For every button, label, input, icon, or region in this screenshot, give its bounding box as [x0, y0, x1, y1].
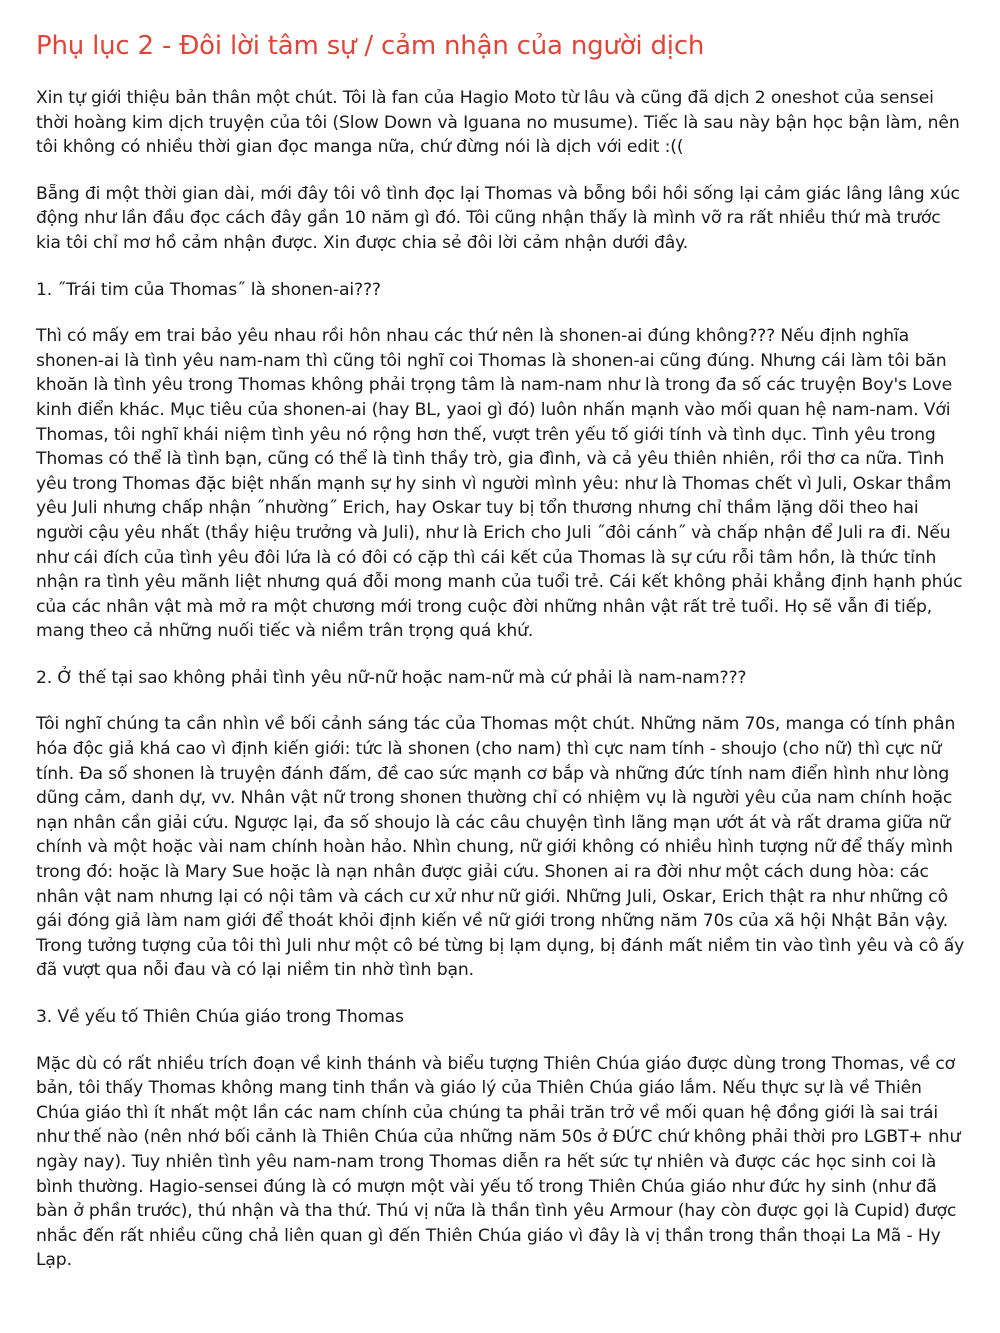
section-heading-1: 1. ˝Trái tim của Thomas˝ là shonen-ai???: [36, 279, 381, 300]
paragraph-section-1: Thì có mấy em trai bảo yêu nhau rồi hôn nhau các thứ nên là shonen-ai đúng không??? Nếu định nghĩa shonen-ai là tình yêu nam-nam thì cũng tôi nghĩ coi Thomas là shonen-ai cũng đúng. Nhưng cái làm tôi băn khoăn là tình yêu trong Thomas không phải trọng tâm là nam-nam như là trong đa số các truyện Boy's Love kinh điển khác. Mục tiêu của shonen-ai (hay BL, yaoi gì đó) luôn nhấn mạnh vào mối quan hệ nam-nam. Với Thomas, tôi nghĩ khái niệm tình yêu nó rộng hơn thế, vượt trên yếu tố giới tính và tình dục. Tình yêu trong Thomas có thể là tình bạn, cũng có thể là tình thầy trò, gia đình, và cả yêu thiên nhiên, rồi thơ ca nữa. Tình yêu trong Thomas đặc biệt nhấn mạnh sự hy sinh vì người mình yêu: như là Thomas chết vì Juli, Oskar thầm yêu Juli nhưng chấp nhận ˝nhường˝ Erich, hay Oskar tuy bị tổn thương nhưng chỉ thầm lặng dõi theo hai người cậu yêu nhất (thầy hiệu trưởng và Juli), như là Erich cho Juli ˝đôi cánh˝ và chấp nhận để Juli ra đi. Nếu như cái đích của tình yêu đôi lứa là có đôi có cặp thì cái kết của Thomas là sự cứu rỗi tâm hồn, là thức tỉnh nhận ra tình yêu mãnh liệt nhưng quá đỗi mong manh của tuổi trẻ. Cái kết không phải khẳng định hạnh phúc của các nhân vật mà mở ra một chương mới trong cuộc đời những nhân vật rất trẻ tuổi. Họ sẽ vẫn đi tiếp, mang theo cả những nuối tiếc và niềm trân trọng quá khứ.: [36, 326, 963, 642]
paragraph-rereading: Bẵng đi một thời gian dài, mới đây tôi vô tình đọc lại Thomas và bỗng bồi hồi sống lại cảm giác lâng lâng xúc động như lần đầu đọc cách đây gần 10 năm gì đó. Tôi cũng nhận thấy là mình vỡ ra rất nhiều thứ mà trước kia tôi chỉ mơ hồ cảm nhận được. Xin được chia sẻ đôi lời cảm nhận dưới đây.: [36, 183, 960, 253]
section-heading-3: 3. Về yếu tố Thiên Chúa giáo trong Thomas: [36, 1007, 404, 1027]
paragraph-intro: Xin tự giới thiệu bản thân một chút. Tôi là fan của Hagio Moto từ lâu và cũng đã dịch 2 oneshot của sensei thời hoàng kim dịch truyện của tôi (Slow Down và Iguana no musume). Tiếc là sau này bận học bận làm, nên tôi không có nhiều thời gian đọc manga nữa, chứ đừng nói là dịch với edit :((: [36, 88, 960, 158]
page-title: Phụ lục 2 - Đôi lời tâm sự / cảm nhận của người dịch: [36, 31, 705, 61]
section-heading-2: 2. Ở thế tại sao không phải tình yêu nữ-nữ hoặc nam-nữ mà cứ phải là nam-nam???: [36, 667, 747, 688]
paragraph-section-3: Mặc dù có rất nhiều trích đoạn về kinh thánh và biểu tượng Thiên Chúa giáo được dùng trong Thomas, về cơ bản, tôi thấy Thomas không mang tinh thần và giáo lý của Thiên Chúa giáo lắm. Nếu thực sự là về Thiên Chúa giáo thì ít nhất một lần các nam chính của chúng ta phải trăn trở về mối quan hệ đồng giới là sai trái như thế nào (nên nhớ bối cảnh là Thiên Chúa của những năm 50s ở ĐỨC chứ không phải thời pro LGBT+ như ngày nay). Tuy nhiên tình yêu nam-nam trong Thomas diễn ra hết sức tự nhiên và được các học sinh coi là bình thường. Hagio-sensei đúng là có mượn một vài yếu tố trong Thiên Chúa giáo như đức hy sinh (như đã bàn ở phần trước), thú nhận và tha thứ. Thú vị nữa là thần tình yêu Armour (hay còn được gọi là Cupid) được nhắc đến rất nhiều cũng chả liên quan gì đến Thiên Chúa giáo vì đây là vị thần trong thần thoại La Mã - Hy Lạp.: [36, 1053, 961, 1271]
paragraph-section-2: Tôi nghĩ chúng ta cần nhìn về bối cảnh sáng tác của Thomas một chút. Những năm 70s, manga có tính phân hóa độc giả khá cao vì định kiến giới: tức là shonen (cho nam) thì cực nam tính - shoujo (cho nữ) thì cực nữ tính. Đa số shonen là truyện đánh đấm, đề cao sức mạnh cơ bắp và những đức tính nam điển hình như lòng dũng cảm, danh dự, vv. Nhân vật nữ trong shonen thường chỉ có nhiệm vụ là người yêu của nam chính hoặc nạn nhân cần giải cứu. Ngược lại, đa số shoujo là các câu chuyện tình lãng mạn ướt át và rất drama giữa nữ chính và một hoặc vài nam chính hoàn hảo. Nhìn chung, nữ giới không có nhiều hình tượng nữ để thấy mình trong đó: hoặc là Mary Sue hoặc là nạn nhân được giải cứu. Shonen ai ra đời như một cách dung hòa: các nhân vật nam nhưng lại có nội tâm và cách cư xử như nữ giới. Những Juli, Oskar, Erich thật ra như những cô gái đóng giả làm nam giới để thoát khỏi định kiến về nữ giới trong những năm 70s của xã hội Nhật Bản vậy. Trong tưởng tượng của tôi thì Juli như một cô bé từng bị lạm dụng, bị đánh mất niềm tin vào tình yêu và cô ấy đã vượt qua nỗi đau và có lại niềm tin nhờ tình bạn.: [36, 714, 965, 981]
